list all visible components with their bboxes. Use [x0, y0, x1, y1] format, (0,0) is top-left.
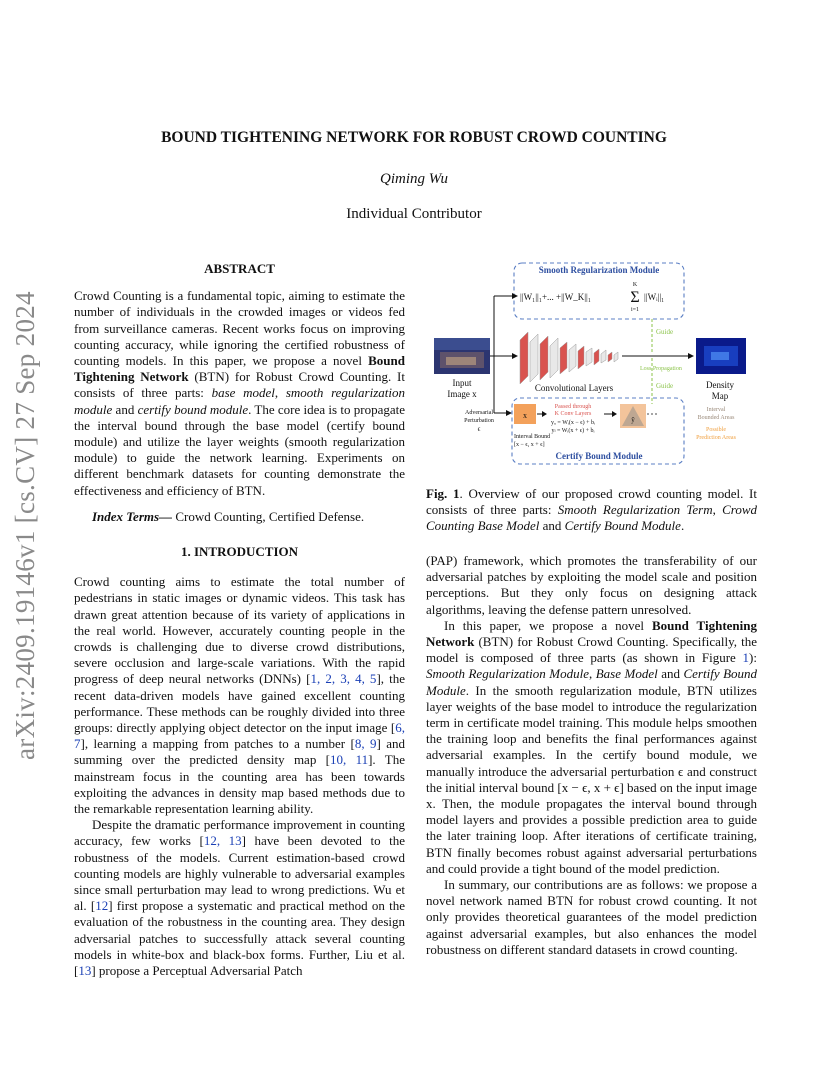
figure-overview-diagram — [426, 258, 757, 470]
interval-label-2: [x − ϵ, x + ϵ] — [514, 442, 545, 448]
author-name: Qiming Wu — [380, 171, 448, 187]
abstract-section — [74, 261, 405, 525]
author-affiliation: Individual Contributor — [346, 206, 482, 222]
guide-label-top: Guide — [656, 328, 674, 336]
citation-link[interactable]: 12, 13 — [203, 833, 242, 849]
convolutional-layers — [520, 332, 618, 384]
paper-title: BOUND TIGHTENING NETWORK FOR ROBUST CROWD COUNTING — [161, 129, 667, 146]
equation-lower: yₗ = Wᵢ(x + ϵ) + bᵢ — [551, 428, 595, 434]
citation-link[interactable]: 8, 9 — [354, 736, 377, 752]
adv-label-1: Adversarial — [465, 410, 493, 416]
citation-link[interactable]: 12 — [95, 898, 109, 914]
certify-module-title: Certify Bound Module — [555, 451, 643, 461]
interval-label-1: Interval Bound — [514, 434, 551, 440]
right-column-text — [426, 553, 757, 958]
density-label-2: Map — [711, 391, 729, 401]
interval-bounded-label-1: Interval — [706, 407, 726, 413]
interval-bounded-label-2: Bounded Areas — [697, 415, 735, 421]
caption-text: Fig. 1. Overview of our proposed crowd counting model. It consists of three parts: Smooth Regularization Term, Crowd Counting Base Model and Certify Bound Module. — [426, 486, 757, 534]
intro-paragraph-3: (PAP) framework, which promotes the transferability of our adversarial patches by exploiting the model scale and position perceptions. But they only focus on designing attack algorithms, leaving the defense pattern unresolved. — [426, 553, 757, 617]
abstract-text: Crowd Counting is a fundamental topic, aiming to estimate the number of individuals in the crowded images or videos fed from surveillance cameras. Recent works focus on improving counting accuracy, while ignoring the certified robustness of counting models. In this paper, we propose a novel Bound Tightening Network (BTN) for Robust Crowd Counting. It consists of three parts: base model, smooth regularization module and certify bound module. The core idea is to propagate the interval bound through the base model (certify bound module) and utilize the layer weights (smooth regularization module) to guide the network learning. Experiments on different benchmark datasets for counting demonstrate the effectiveness and efficiency of BTN. — [74, 288, 405, 498]
adv-label-3: ϵ — [477, 425, 481, 433]
intro-paragraph-4: In this paper, we propose a novel Bound Tightening Network (BTN) for Robust Crowd Counting. Specifically, the model is composed of three parts (as shown in Figure 1): Smooth Regularization Module, Base Model and Certify Bound Module. In the smooth regularization module, BTN utilizes layer weights of the base model to introduce the regularization term in certificate model training. This module helps smoothen the training loop and benefits the final performances against adversarial examples. In the certify bound module, we manually introduce the adversarial perturbation ϵ and construct the initial interval bound [x − ϵ, x + ϵ] based on the input image x. Then, the module propagates the interval bound through model layers and provides a possible prediction area to guide the later training loop. After iterations of certificate training, BTN finally becomes robust against adversarial perturbations and could provide a tight bound of the model prediction. — [426, 617, 758, 876]
possible-pred-label-1: Possible — [705, 427, 727, 433]
density-label-1: Density — [706, 380, 734, 390]
sum-top: K — [632, 282, 638, 288]
input-label-1: Input — [452, 378, 472, 388]
equation-upper: yᵤ = Wᵢ(x − ϵ) + bᵢ — [550, 420, 596, 426]
citation-link[interactable]: 1, 2, 3, 4, 5 — [310, 671, 377, 687]
intro-paragraph-2: Despite the dramatic performance improvement in counting accuracy, few works [12, 13] have been devoted to the robustness of the models. Current estimation-based crowd counting models are highly vulnerable to adversarial examples since small perturbation may lead to wrong predictions. Wu et al. [12] first propose a systematic and practical method on the evaluation of the robustness in the counting area. They design adversarial patches to successfully attack several counting models in white-box and black-box forms. Further, Liu et al. [13] propose a Perceptual Adversarial Patch — [74, 817, 406, 979]
conv-layers-label: Convolutional Layers — [534, 383, 614, 393]
adv-label-2: Perturbation — [464, 418, 494, 424]
possible-pred-label-2: Prediction Areas — [696, 435, 736, 441]
svg-text:Σ: Σ — [630, 289, 640, 306]
guide-label-bottom: Guide — [656, 382, 674, 390]
svg-text:ŷ: ŷ — [631, 416, 635, 424]
citation-link[interactable]: 10, 11 — [329, 752, 369, 768]
svg-text:x: x — [523, 411, 527, 420]
figure-caption — [426, 486, 757, 535]
citation-link[interactable]: 6, 7 — [74, 720, 405, 752]
arxiv-identifier: arXiv:2409.19146v1 [cs.CV] 27 Sep 2024 — [10, 291, 40, 760]
passed-label-1: Passed through — [554, 404, 592, 410]
input-label-2: Image x — [447, 389, 477, 399]
weights-formula: ||W₁||₁+... +||W_K||₁ — [520, 292, 591, 302]
introduction-section — [74, 544, 405, 979]
introduction-heading: 1. INTRODUCTION — [180, 544, 298, 559]
intro-paragraph-1: Crowd counting aims to estimate the total number of pedestrians in static images or dynamic videos. This task has drawn great attention because of its variety of applications in the real world. However, accurately counting people in the crowds is challenging due to diverse crowd distributions, severe occlusion and large-scale variations. With the rapid progress of deep neural networks (DNNs) [1, 2, 3, 4, 5], the recent data-driven models have gained excellent counting performance. These methods can be roughly divided into three groups: directly applying object detector on the input image [6, 7], learning a mapping from patches to a number [8, 9] and summing over the predicted density map [10, 11]. The mainstream focus in the counting area has been towards exploiting the advances in density map based methods due to the remarkable representation learning ability. — [74, 574, 406, 817]
intro-paragraph-5: In summary, our contributions are as follows: we propose a novel network named BTN for robust crowd counting. It not only provides theoretical guarantees of the model prediction against adversarial examples, but also enhances the model robustness on different standard datasets in crowd counting. — [426, 877, 757, 957]
citation-link[interactable]: 13 — [78, 963, 92, 979]
figure-link[interactable]: 1 — [742, 650, 750, 666]
sum-bottom: i=1 — [630, 307, 640, 313]
loss-propagation-label: Loss Propagation — [640, 366, 682, 372]
svg-text:||Wᵢ||₁: ||Wᵢ||₁ — [644, 292, 665, 302]
smooth-module-title: Smooth Regularization Module — [538, 265, 660, 275]
passed-label-2: K Conv Layers — [554, 411, 592, 417]
abstract-heading: ABSTRACT — [204, 261, 275, 276]
index-terms: Index Terms— Crowd Counting, Certified Defense. — [92, 508, 365, 524]
